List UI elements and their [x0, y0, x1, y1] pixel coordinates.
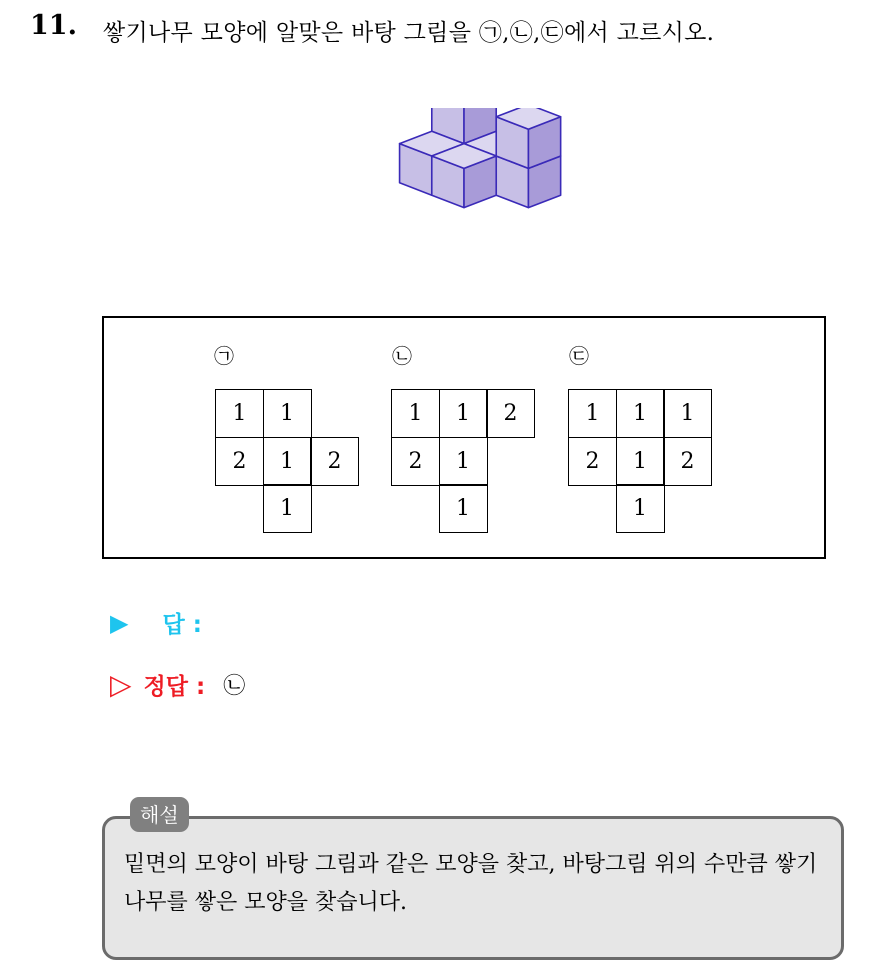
- grid-cell: 1: [439, 389, 488, 438]
- question-number: 11.: [30, 10, 77, 41]
- grid-cell: 1: [616, 389, 665, 438]
- explanation-text: 밑면의 모양이 바탕 그림과 같은 모양을 찾고, 바탕그림 위의 수만큼 쌓기나무를 쌓은 모양을 찾습니다.: [124, 852, 818, 915]
- answer-label: 답 :: [162, 612, 202, 638]
- grid-cell: 1: [263, 484, 312, 533]
- grid-cell: 1: [263, 389, 312, 438]
- hollow-arrow-icon: ▷: [110, 668, 132, 701]
- grid-cell: 1: [616, 484, 665, 533]
- grid-cell: 2: [663, 437, 712, 486]
- grid-cell: 2: [486, 389, 535, 438]
- grid-cell: 1: [663, 389, 712, 438]
- explanation-tab: 해설: [130, 797, 189, 832]
- option-label: ㉡: [392, 344, 412, 368]
- option-label: ㉠: [214, 344, 234, 368]
- grid-cell: 2: [215, 437, 264, 486]
- question-text: 쌓기나무 모양에 알맞은 바탕 그림을 ㉠,㉡,㉢에서 고르시오.: [103, 20, 715, 46]
- grid-cell: 1: [215, 389, 264, 438]
- stacked-cubes-figure: [372, 108, 594, 268]
- correct-answer-value: ㉡: [223, 674, 246, 699]
- grid-cell: 1: [391, 389, 440, 438]
- correct-answer-row: [110, 668, 245, 701]
- grid-cell: 2: [391, 437, 440, 486]
- grid-cell: 2: [568, 437, 617, 486]
- option-label: ㉢: [569, 344, 589, 368]
- grid-cell: 1: [616, 437, 665, 486]
- correct-answer-label: 정답 :: [143, 674, 206, 700]
- grid-cell: 2: [310, 437, 359, 486]
- grid-cell: 1: [439, 437, 488, 486]
- grid-cell: 1: [263, 437, 312, 486]
- answer-row: [110, 606, 202, 639]
- grid-cell: 1: [439, 484, 488, 533]
- play-arrow-icon: ▶: [110, 608, 129, 637]
- grid-cell: 1: [568, 389, 617, 438]
